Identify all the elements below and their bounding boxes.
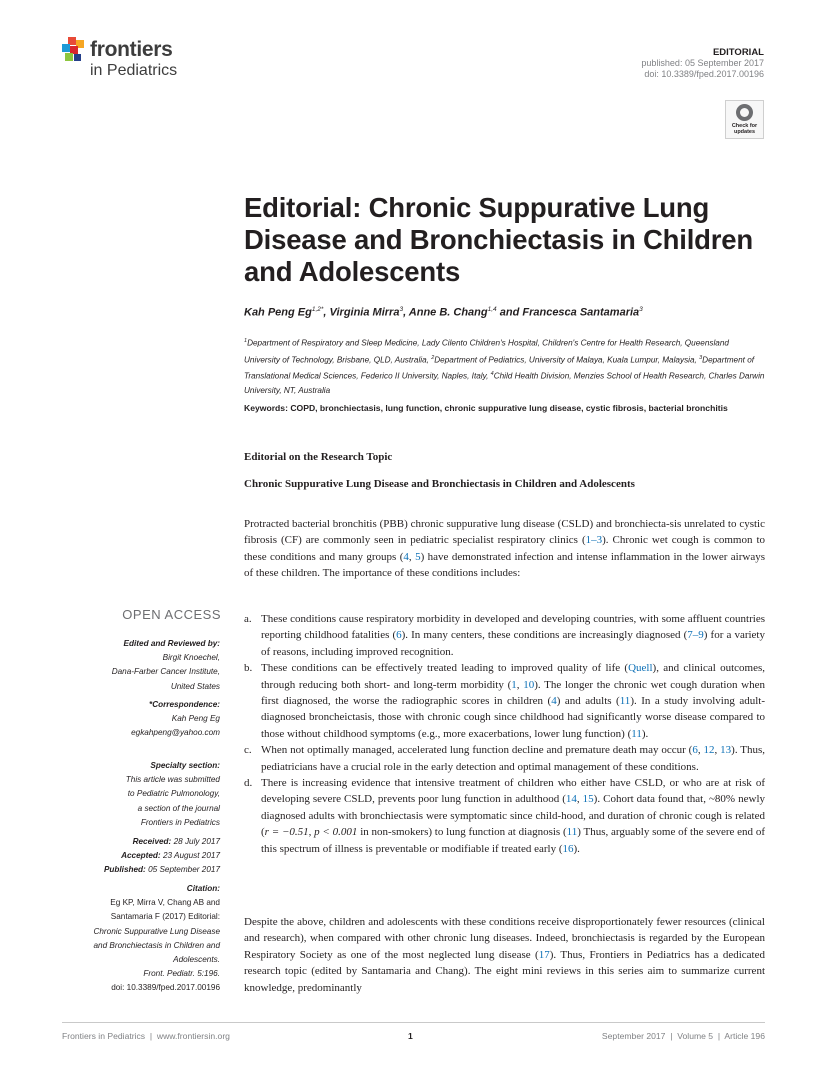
- citation-link[interactable]: 4: [403, 550, 409, 563]
- citation-link[interactable]: 16: [562, 842, 574, 855]
- specialty-section: Specialty section: This article was submitted to Pediatric Pulmonology, a section of the journal Frontiers in Pediatrics: [125, 761, 220, 827]
- citation-doi[interactable]: doi: 10.3389/fped.2017.00196: [111, 983, 220, 993]
- affiliations: $^1$Department of Respiratory and Sleep Medicine, Lady Cilento Children's Hospital, Children's Centre for Health Research, Queensland University of Technology, Brisbane, QLD, Australia, $^2$Department of Pediatrics, University of Malaya, Kuala Lumpur, Malaysia, $^3$Department of Translational Medical Sciences, Federico II University, Naples, Italy, $^4$Child Health Division, Menzies School of Health Research, Charles Darwin University, NT, Australia: [244, 338, 765, 396]
- list-item: d. There is increasing evidence that intensive treatment of children who either have CSLD, or who are at risk of developing severe CSLD, prevents poor lung function in adulthood (14, 15). Cohort data found that, ~80% newly diagnosed adults with bronchiectasis were symptomatic since child-hood, and duration of chronic cough is related (r = −0.51, p < 0.001 in non-smokers) to lung function at diagnosis (11) Thus, arguably some of the severe end of this spectrum of illness is preventable or modifiable if treated early (16).: [244, 777, 765, 855]
- citation-link[interactable]: 4: [551, 695, 557, 708]
- footer-journal[interactable]: Frontiers in Pediatrics | www.frontiersin.org: [62, 1031, 230, 1041]
- received-date: 28 July 2017: [173, 837, 220, 846]
- citation-link[interactable]: 13: [720, 744, 732, 757]
- citation-link[interactable]: 12: [703, 744, 715, 757]
- body-paragraph: Despite the above, children and adolescents with these conditions receive disproportionately fewer resources (clinical and research), when compared with other chronic lung diseases. Indeed, bronchiectasis is regarded by the European Respiratory Society as one of the most neglected lung disease (17). Thus, Frontiers in Pediatrics has a dedicated research topic (edited by Santamaria and Chang). The eight mini reviews in this series aim to summarize current knowledge, predominantly: [244, 916, 765, 994]
- edited-by: Edited and Reviewed by: Birgit Knoechel, Dana-Farber Cancer Institute, United States: [111, 639, 220, 691]
- article-title: Editorial: Chronic Suppurative Lung Disease and Bronchiectasis in Children and Adolescents: [244, 192, 753, 287]
- page-number: 1: [408, 1031, 413, 1041]
- correspondence: *Correspondence: Kah Peng Eg egkahpeng@yahoo.com: [131, 698, 220, 741]
- article-type: EDITORIAL: [712, 47, 764, 58]
- list-item: c. When not optimally managed, accelerated lung function decline and premature death may occur (6, 12, 13). Thus, pediatricians have a crucial role in the early detection and optimal management of these conditions.: [244, 744, 766, 773]
- citation: Citation: Eg KP, Mirra V, Chang AB and Santamaria F (2017) Editorial: Chronic Suppurative Lung Disease and Bronchiectasis in Children and Adolescents. Front. Pediatr. 5:196. doi: 10.3389/fped.2017.00196: [93, 882, 220, 996]
- research-topic-title[interactable]: Chronic Suppurative Lung Disease and Bronchiectasis in Children and Adolescents: [244, 478, 635, 490]
- citation-link[interactable]: 11: [631, 727, 642, 740]
- open-access-label: OPEN ACCESS: [122, 607, 221, 622]
- footer-issue: September 2017 | Volume 5 | Article 196: [601, 1031, 765, 1041]
- citation-link[interactable]: 11: [619, 695, 631, 708]
- citation-link[interactable]: 10: [523, 678, 535, 691]
- citation-link[interactable]: 6: [692, 744, 698, 757]
- check-for-updates-label: Check for updates: [731, 123, 758, 135]
- journal-name: frontiers: [90, 38, 173, 61]
- citation-link[interactable]: Quell: [628, 662, 653, 675]
- check-for-updates-badge[interactable]: [725, 100, 764, 139]
- journal-logo[interactable]: [62, 37, 232, 85]
- list-item: b. These conditions can be effectively treated leading to improved quality of life (Quell), and clinical outcomes, through reducing both short- and long-term morbidity (1, 10). The longer the chronic wet cough duration when first diagnosed, the worse the radiographic scores in children (4) and adults (11). In a study involving adult-diagnosed broncheictasis, those with chronic cough since childhood had significantly worse disease compared to those without childhood symptoms (e.g., more exacerbations, lower lung function) (11).: [244, 662, 766, 740]
- editor-name[interactable]: Birgit Knoechel,: [162, 653, 220, 663]
- footer-divider: [62, 1022, 765, 1023]
- citation-link[interactable]: 1–3: [585, 534, 603, 547]
- author-list: Kah Peng $Eg^{1,2*}$, Virginia Mirra$^3$, Anne B. Chang$^{1,4}$ and Francesca Santamaria$^3$: [244, 306, 643, 319]
- published-date: 05 September 2017: [148, 865, 220, 875]
- email-link[interactable]: egkahpeng@yahoo.com: [131, 728, 220, 738]
- author[interactable]: Virginia Mirra: [329, 306, 400, 319]
- author[interactable]: Francesca Santamaria: [522, 306, 640, 319]
- author[interactable]: Anne B. Chang: [408, 306, 488, 319]
- citation-link[interactable]: 5: [415, 550, 421, 563]
- list-item: a. These conditions cause respiratory morbidity in developed and developing countries, with some affluent countries reporting childhood fatalities (6). In many centers, these conditions are increasingly diagnosed (7–9) for a variety of reasons, including improved recognition.: [244, 613, 765, 658]
- keywords: Keywords: COPD, bronchiectasis, lung function, chronic suppurative lung disease, cystic fibrosis, bacterial bronchitis: [244, 403, 728, 413]
- keywords-text: COPD, bronchiectasis, lung function, chronic suppurative lung disease, cystic fibrosis, bacterial bronchitis: [290, 403, 728, 413]
- corresponding-author[interactable]: Kah Peng Eg: [171, 714, 220, 724]
- journal-subname: in Pediatrics: [90, 62, 178, 79]
- doi[interactable]: doi: 10.3389/fped.2017.00196: [644, 69, 764, 79]
- accepted-date: 23 August 2017: [162, 851, 220, 861]
- body-paragraph: Protracted bacterial bronchitis (PBB) chronic suppurative lung disease (CSLD) and bronchiecta-sis unrelated to cystic fibrosis (CF) are commonly seen in pediatric specialist respiratory clinics (1–3). Chronic wet cough is common to these conditions and many groups (4, 5) have demonstrated infection and intense inflammation in the lower airways of these children. The importance of these conditions includes:: [244, 518, 765, 580]
- update-icon: [736, 104, 753, 121]
- citation-link[interactable]: 17: [538, 948, 550, 961]
- citation-link[interactable]: 15: [582, 793, 594, 806]
- article-dates: Received: 28 July 2017 Accepted: 23 August 2017 Published: 05 September 2017: [103, 837, 220, 875]
- frontiers-logo-icon: [62, 37, 86, 63]
- statistic: r = −0.51, p < 0.001: [264, 826, 358, 839]
- author[interactable]: Kah Peng Eg: [244, 306, 312, 319]
- published-date: published: 05 September 2017: [641, 58, 764, 68]
- article-meta: [641, 47, 764, 80]
- citation-link[interactable]: 14: [565, 793, 577, 806]
- importance-list: [244, 611, 765, 857]
- citation-link[interactable]: 7–9: [687, 629, 704, 642]
- citation-link[interactable]: 1: [511, 678, 517, 691]
- citation-link[interactable]: 11: [566, 826, 578, 839]
- citation-link[interactable]: 6: [396, 629, 402, 642]
- research-topic-label: Editorial on the Research Topic: [244, 451, 393, 463]
